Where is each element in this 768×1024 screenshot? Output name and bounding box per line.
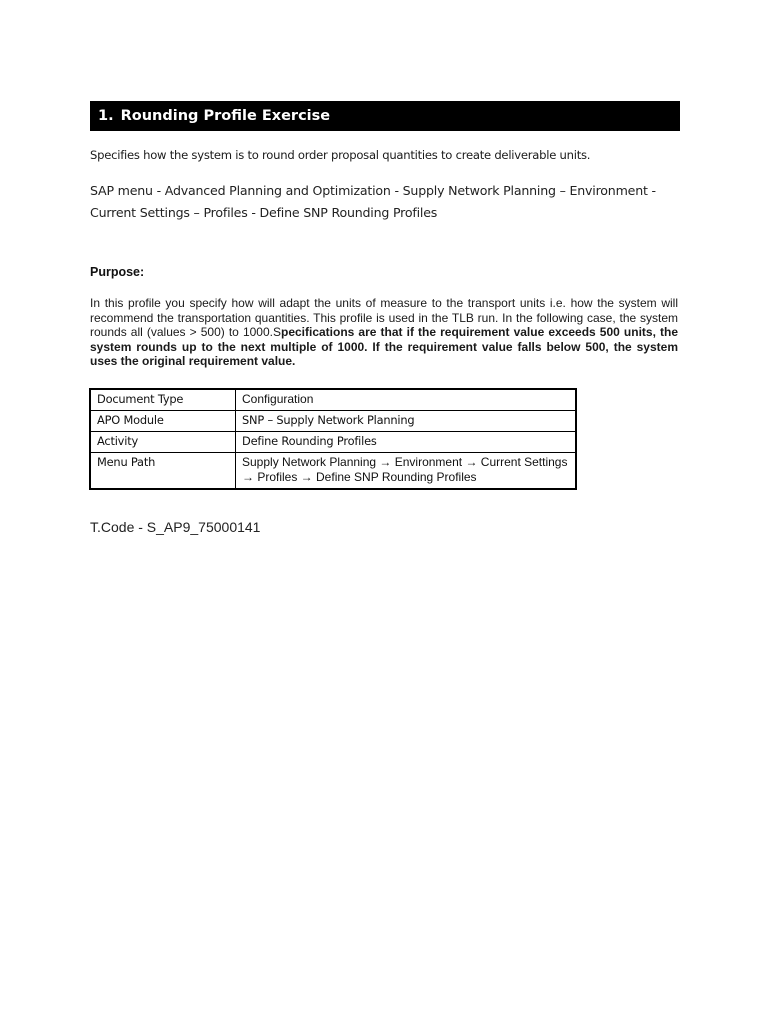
menu-path-value-line-2: → Profiles → Define SNP Rounding Profiles: [242, 470, 477, 484]
table-label-cell: Document Type: [90, 389, 236, 411]
menu-path-value-line-1: Supply Network Planning → Environment → Current Settings: [242, 455, 568, 469]
table-row: [90, 453, 576, 490]
table-row: [90, 432, 576, 453]
table-value-cell: Define Rounding Profiles: [236, 432, 577, 453]
table-row: [90, 411, 576, 432]
purpose-paragraph: [90, 296, 678, 369]
purpose-regular-text: In this profile you specify how will adapt the units of measure to the transport units i.e. how the system will recommend the transportation quantities. This profile is used in the TLB run. In the following case, the system rounds all (values > 500) to 1000.S: [90, 296, 678, 340]
table-label-cell: Menu Path: [90, 453, 236, 490]
purpose-bold-text: pecifications are that if the requirement value exceeds 500 units, the system rounds up to the next multiple of 1000. If the requirement value falls below 500, the system uses the original requirement value.: [90, 325, 678, 369]
transaction-code: T.Code - S_AP9_75000141: [90, 519, 261, 535]
section-number: 1.: [98, 108, 114, 124]
table-value-cell: [236, 453, 577, 490]
table-label-cell: Activity: [90, 432, 236, 453]
menu-path-line-2: Current Settings – Profiles - Define SNP Rounding Profiles: [90, 205, 438, 220]
intro-text: Specifies how the system is to round order proposal quantities to create deliverable units.: [90, 148, 591, 162]
purpose-heading: Purpose:: [90, 265, 145, 279]
menu-path-text: [90, 180, 690, 224]
table-value-cell: Configuration: [236, 389, 577, 411]
menu-path-line-1: SAP menu - Advanced Planning and Optimization - Supply Network Planning – Environment -: [90, 183, 656, 198]
section-title: Rounding Profile Exercise: [120, 108, 331, 124]
table-row: [90, 389, 576, 411]
table-value-cell: SNP – Supply Network Planning: [236, 411, 577, 432]
section-heading: [90, 101, 680, 131]
config-table: [89, 388, 577, 490]
table-label-cell: APO Module: [90, 411, 236, 432]
